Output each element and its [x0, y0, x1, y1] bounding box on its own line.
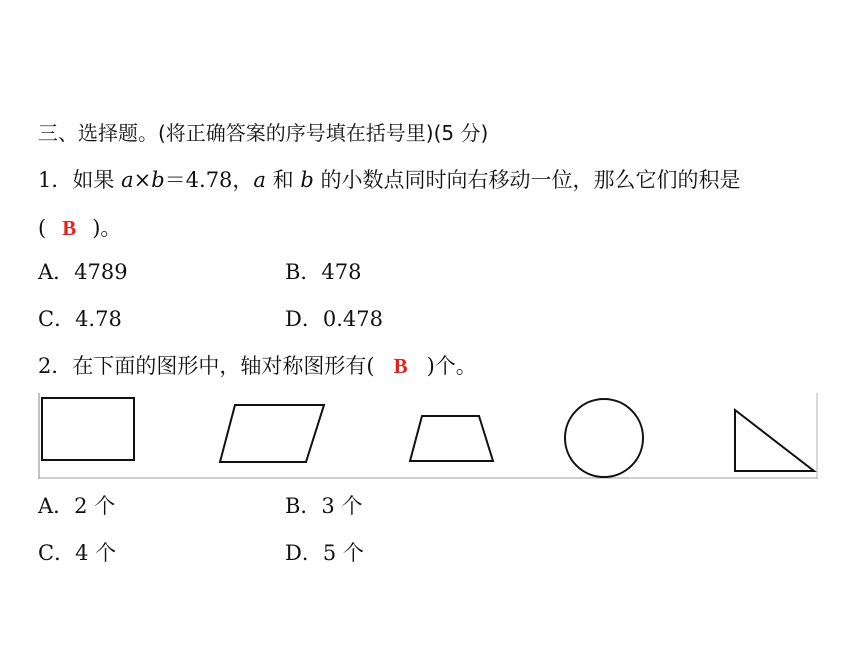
q2-option-d: D．5 个: [285, 541, 364, 565]
rectangle-shape: [42, 398, 134, 460]
q1-option-b: B．478: [285, 260, 362, 284]
right-triangle-shape: [735, 410, 814, 471]
shapes-figure: [38, 393, 818, 479]
q1-option-a: A．4789: [38, 260, 128, 284]
var-b-2: b: [300, 168, 314, 192]
q1-text-a: 如果: [72, 168, 122, 192]
q1-text-c: 和: [265, 168, 301, 192]
question-1-stem: [38, 170, 740, 191]
question-1-answer-line: [38, 218, 121, 239]
q1-option-c: C．4.78: [38, 307, 122, 331]
var-b: b: [151, 168, 165, 192]
q2-option-c: C．4 个: [38, 541, 117, 565]
parallelogram-shape: [220, 405, 324, 462]
q2-option-a: A．2 个: [38, 494, 116, 518]
circle-shape: [565, 399, 643, 477]
question-2-number: 2．: [38, 354, 73, 378]
q2-option-b: B．3 个: [285, 494, 363, 518]
paren-close: )。: [92, 216, 122, 240]
var-a: a: [121, 168, 134, 192]
paren-open: (: [38, 216, 47, 240]
q1-option-d: D．0.478: [285, 307, 383, 331]
trapezoid-shape: [410, 416, 493, 461]
q1-text-b: ＝4.78，: [164, 168, 254, 192]
q2-paren-close: )个。: [426, 354, 477, 378]
question-1-number: 1．: [38, 168, 73, 192]
shapes-svg: [38, 393, 818, 479]
section-title: 三、选择题。(将正确答案的序号填在括号里)(5 分): [38, 121, 489, 145]
q1-text-d: 的小数点同时向右移动一位，那么它们的积是: [313, 168, 741, 192]
var-a-2: a: [253, 168, 266, 192]
question-2-stem: [38, 356, 477, 377]
question-1-answer: B: [62, 216, 77, 240]
times-sign: ×: [133, 168, 152, 192]
question-2-answer: B: [393, 354, 408, 378]
q2-text: 在下面的图形中，轴对称图形有(: [72, 354, 375, 378]
